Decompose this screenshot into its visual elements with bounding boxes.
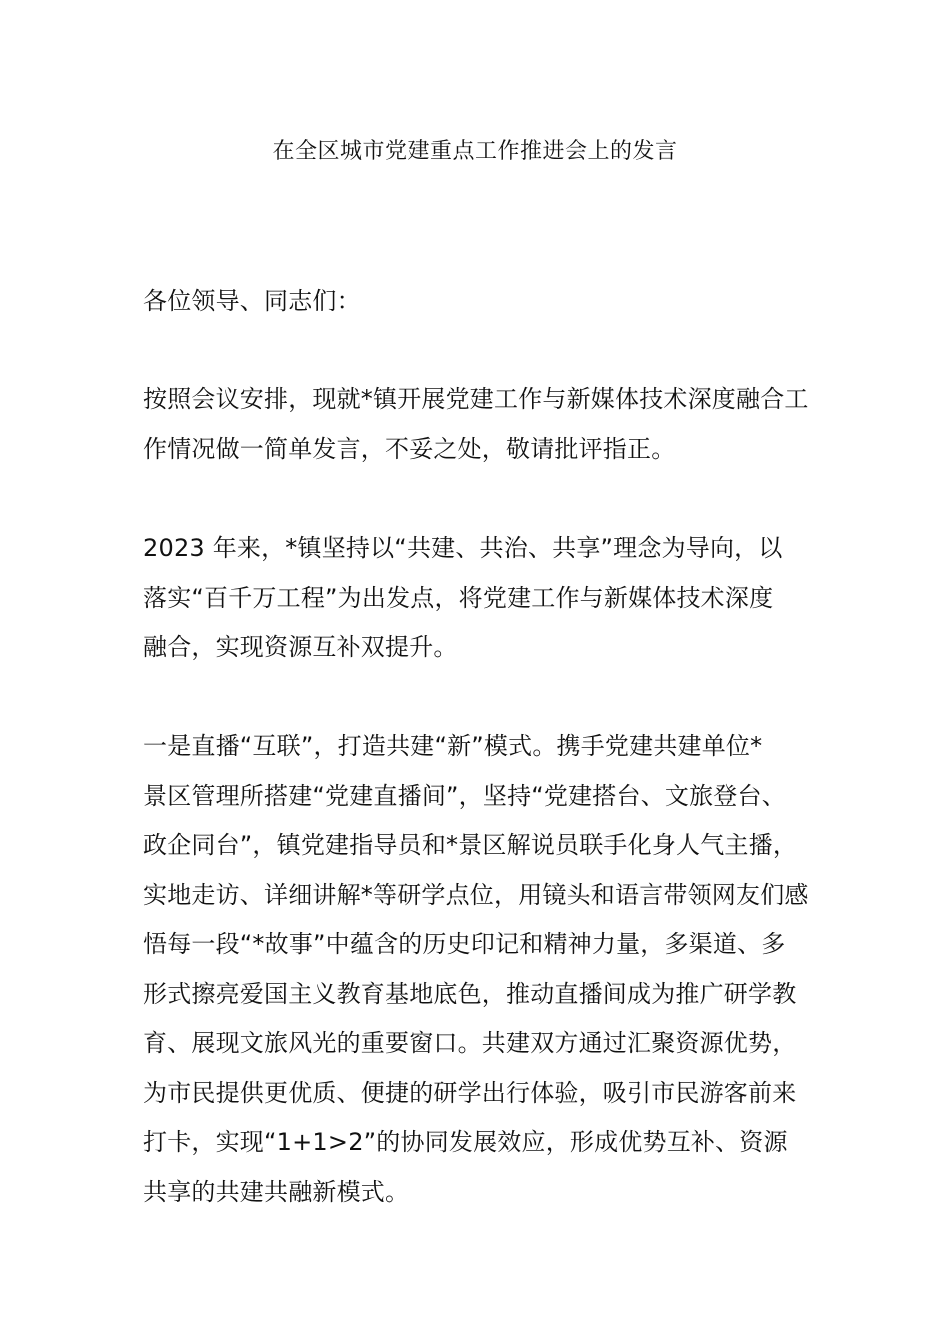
paragraph-line: 育、展现文旅风光的重要窗口。共建双方通过汇聚资源优势， xyxy=(143,1029,797,1057)
paragraph-line: 实地走访、详细讲解*等研学点位，用镜头和语言带领网友们感 xyxy=(143,880,809,909)
paragraph-line: 共享的共建共融新模式。 xyxy=(143,1177,410,1206)
paragraph-line: 一是直播“互联”，打造共建“新”模式。携手党建共建单位* xyxy=(143,732,763,760)
paragraph-line: 景区管理所搭建“党建直播间”，坚持“党建搭台、文旅登台、 xyxy=(143,781,786,810)
paragraph-line: 落实“百千万工程”为出发点，将党建工作与新媒体技术深度 xyxy=(143,583,774,612)
paragraph-line: 2023 年来，*镇坚持以“共建、共治、共享”理念为导向，以 xyxy=(143,534,783,562)
paragraph-2 xyxy=(143,524,813,673)
salutation xyxy=(143,277,813,327)
paragraph-line: 按照会议安排，现就*镇开展党建工作与新媒体技术深度融合工 xyxy=(143,385,809,413)
document-title: 在全区城市党建重点工作推进会上的发言 xyxy=(272,139,678,164)
paragraph-line: 政企同台”，镇党建指导员和*景区解说员联手化身人气主播， xyxy=(143,831,798,859)
paragraph-line: 打卡，实现“1+1>2”的协同发展效应，形成优势互补、资源 xyxy=(143,1128,788,1156)
paragraph-1 xyxy=(143,375,813,474)
salutation-line: 各位领导、同志们： xyxy=(143,287,361,315)
paragraph-3 xyxy=(143,722,813,1217)
paragraph-line: 为市民提供更优质、便捷的研学出行体验，吸引市民游客前来 xyxy=(143,1078,797,1107)
paragraph-line: 形式擦亮爱国主义教育基地底色，推动直播间成为推广研学教 xyxy=(143,979,797,1008)
paragraph-line: 融合，实现资源互补双提升。 xyxy=(143,633,458,661)
paragraph-line: 作情况做一简单发言，不妥之处，敬请批评指正。 xyxy=(143,434,676,463)
paragraph-line: 悟每一段“*故事”中蕴含的历史印记和精神力量，多渠道、多 xyxy=(143,930,786,958)
